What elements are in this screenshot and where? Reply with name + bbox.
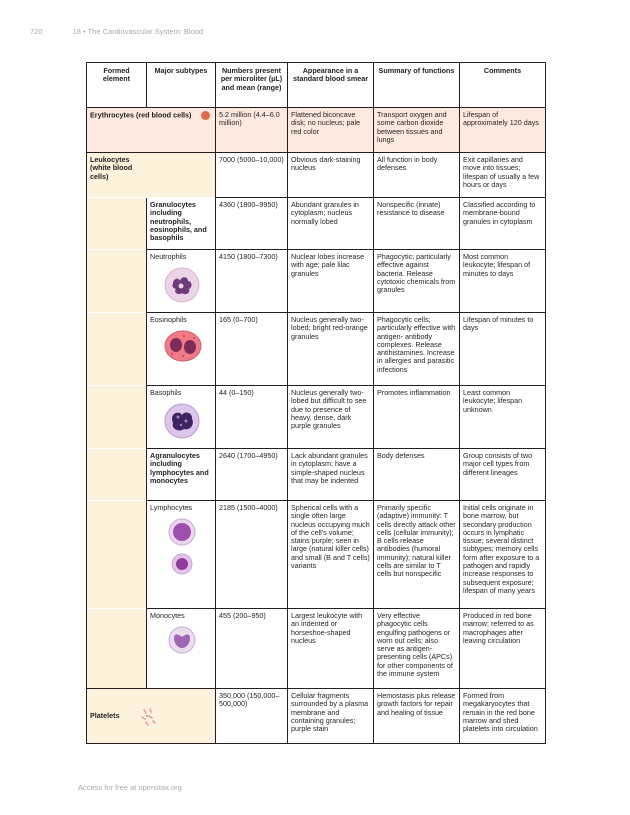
col-appearance: Appearance in a standard blood smear — [288, 63, 374, 108]
monocytes-cell — [147, 609, 216, 689]
lymphocytes-cell — [147, 501, 216, 609]
erythrocytes-cell — [87, 108, 216, 153]
erythrocytes-comments: Lifespan of approximately 120 days — [460, 108, 546, 153]
platelets-label: Platelets — [90, 711, 120, 721]
neutrophils-functions: Phagocytic; particularly effective against bacteria. Release cytotoxic chemicals from granules — [374, 250, 460, 313]
granulocytes-comments: Classified according to membrane-bound granules in cytoplasm — [460, 198, 546, 250]
table-row-agranulocytes — [87, 449, 546, 501]
neutrophils-appearance: Nuclear lobes increase with age; pale lilac granules — [288, 250, 374, 313]
eosinophils-appearance: Nucleus generally two-lobed; bright red-orange granules — [288, 313, 374, 386]
neutrophils-numbers: 4150 (1800–7300) — [216, 250, 288, 313]
agranulocytes-comments: Group consists of two major cell types from different lineages — [460, 449, 546, 501]
basophils-cell — [147, 386, 216, 449]
col-comments: Comments — [460, 63, 546, 108]
leukocytes-spacer — [87, 250, 147, 313]
eosinophils-numbers: 165 (0–700) — [216, 313, 288, 386]
agranulocytes-label: Agranulocytes including lymphocytes and monocytes — [147, 449, 216, 501]
leukocytes-spacer — [87, 609, 147, 689]
leukocytes-comments: Exit capillaries and move into tissues; lifespan of usually a few hours or days — [460, 153, 546, 198]
monocytes-comments: Produced in red bone marrow; referred to as macrophages after leaving circulation — [460, 609, 546, 689]
granulocytes-appearance: Abundant granules in cytoplasm; nucleus normally lobed — [288, 198, 374, 250]
monocyte-cell-icon — [168, 626, 196, 654]
formed-elements-table — [86, 62, 546, 744]
neutrophils-label: Neutrophils — [150, 252, 187, 261]
leukocytes-spacer — [87, 198, 147, 250]
table-row-lymphocytes — [87, 501, 546, 609]
lymphocytes-comments: Initial cells originate in bone marrow, but secondary production occurs in lymphatic tissue; several distinct subtypes; memory cells form after exposure to a pathogen and rapidly increase responses to subsequent exposure; lifespan of many years — [460, 501, 546, 609]
page-number: 720 — [30, 27, 43, 36]
monocytes-numbers: 455 (200–950) — [216, 609, 288, 689]
lymphocytes-numbers: 2185 (1500–4000) — [216, 501, 288, 609]
basophils-label: Basophils — [150, 388, 182, 397]
page-header — [30, 27, 203, 36]
leukocytes-appearance: Obvious dark-staining nucleus — [288, 153, 374, 198]
platelets-icon — [138, 707, 158, 727]
neutrophil-cell-icon — [164, 267, 200, 303]
col-numbers: Numbers present per microliter (µL) and mean (range) — [216, 63, 288, 108]
platelets-appearance: Cellular fragments surrounded by a plasma membrane and containing granules; purple stain — [288, 689, 374, 744]
erythrocytes-numbers: 5.2 million (4.4–6.0 million) — [216, 108, 288, 153]
basophil-cell-icon — [164, 403, 200, 439]
neutrophils-comments: Most common leukocyte; lifespan of minutes to days — [460, 250, 546, 313]
col-major-subtypes: Major subtypes — [147, 63, 216, 108]
monocytes-functions: Very effective phagocytic cells engulfing pathogens or worn out cells; also serve as antigen-presenting cells (APCs) for other components of the immune system — [374, 609, 460, 689]
page-footer: Access for free at openstax.org — [78, 783, 182, 792]
agranulocytes-appearance: Lack abundant granules in cytoplasm; have a simple-shaped nucleus that may be indented — [288, 449, 374, 501]
red-blood-cell-icon — [201, 111, 210, 120]
eosinophils-comments: Lifespan of minutes to days — [460, 313, 546, 386]
leukocytes-spacer — [87, 501, 147, 609]
eosinophils-cell — [147, 313, 216, 386]
eosinophils-functions: Phagocytic cells; particularly effective with antigen- antibody complexes. Release antihistamines. Increase in allergies and parasitic infections — [374, 313, 460, 386]
basophils-comments: Least common leukocyte; lifespan unknown — [460, 386, 546, 449]
table-row-leukocytes — [87, 153, 546, 198]
monocytes-appearance: Largest leukocyte with an indented or horseshoe-shaped nucleus — [288, 609, 374, 689]
granulocytes-numbers: 4360 (1800–9950) — [216, 198, 288, 250]
table-row-basophils — [87, 386, 546, 449]
table-row-erythrocytes — [87, 108, 546, 153]
chapter-title: 18 • The Cardiovascular System: Blood — [72, 27, 204, 36]
platelets-functions: Hemostasis plus release growth factors for repair and healing of tissue — [374, 689, 460, 744]
erythrocytes-appearance: Flattened biconcave disk; no nucleus; pale red color — [288, 108, 374, 153]
header-row — [87, 63, 546, 108]
eosinophil-cell-icon — [164, 330, 202, 362]
leukocytes-label: Leukocytes (white blood cells) — [90, 155, 133, 181]
basophils-functions: Promotes inflammation — [374, 386, 460, 449]
leukocytes-spacer — [87, 449, 147, 501]
table-row-eosinophils — [87, 313, 546, 386]
lymphocytes-functions: Primarily specific (adaptive) immunity: T cells directly attack other cells (cellular immunity); B cells release antibodies (humoral immunity); natural killer cells are similar to T cells but nonspecific — [374, 501, 460, 609]
granulocytes-functions: Nonspecific (innate) resistance to disease — [374, 198, 460, 250]
leukocytes-functions: All function in body defenses — [374, 153, 460, 198]
agranulocytes-functions: Body defenses — [374, 449, 460, 501]
col-summary: Summary of functions — [374, 63, 460, 108]
neutrophils-cell — [147, 250, 216, 313]
table-row-monocytes — [87, 609, 546, 689]
granulocytes-label: Granulocytes including neutrophils, eosinophils, and basophils — [147, 198, 216, 250]
basophils-numbers: 44 (0–150) — [216, 386, 288, 449]
platelets-numbers: 350,000 (150,000–500,000) — [216, 689, 288, 744]
basophils-appearance: Nucleus generally two-lobed but difficult to see due to presence of heavy, dense, dark purple granules — [288, 386, 374, 449]
leukocytes-cell — [87, 153, 216, 198]
erythrocytes-label: Erythrocytes (red blood cells) — [90, 110, 192, 120]
platelets-comments: Formed from megakaryocytes that remain in the red bone marrow and shed platelets into circulation — [460, 689, 546, 744]
lymphocytes-appearance: Spherical cells with a single often large nucleus occupying much of the cell's volume; stains purple; seen in large (natural killer cells) and small (B and T cells) variants — [288, 501, 374, 609]
lymphocyte-cells-icon — [168, 518, 198, 578]
col-formed-element: Formed element — [87, 63, 147, 108]
lymphocytes-label: Lymphocytes — [150, 503, 193, 512]
platelets-cell — [87, 689, 216, 744]
leukocytes-spacer — [87, 313, 147, 386]
erythrocytes-functions: Transport oxygen and some carbon dioxide between tissues and lungs — [374, 108, 460, 153]
leukocytes-spacer — [87, 386, 147, 449]
agranulocytes-numbers: 2640 (1700–4950) — [216, 449, 288, 501]
table-row-platelets — [87, 689, 546, 744]
eosinophils-label: Eosinophils — [150, 315, 187, 324]
table-row-neutrophils — [87, 250, 546, 313]
table-row-granulocytes — [87, 198, 546, 250]
monocytes-label: Monocytes — [150, 611, 185, 620]
leukocytes-numbers: 7000 (5000–10,000) — [216, 153, 288, 198]
